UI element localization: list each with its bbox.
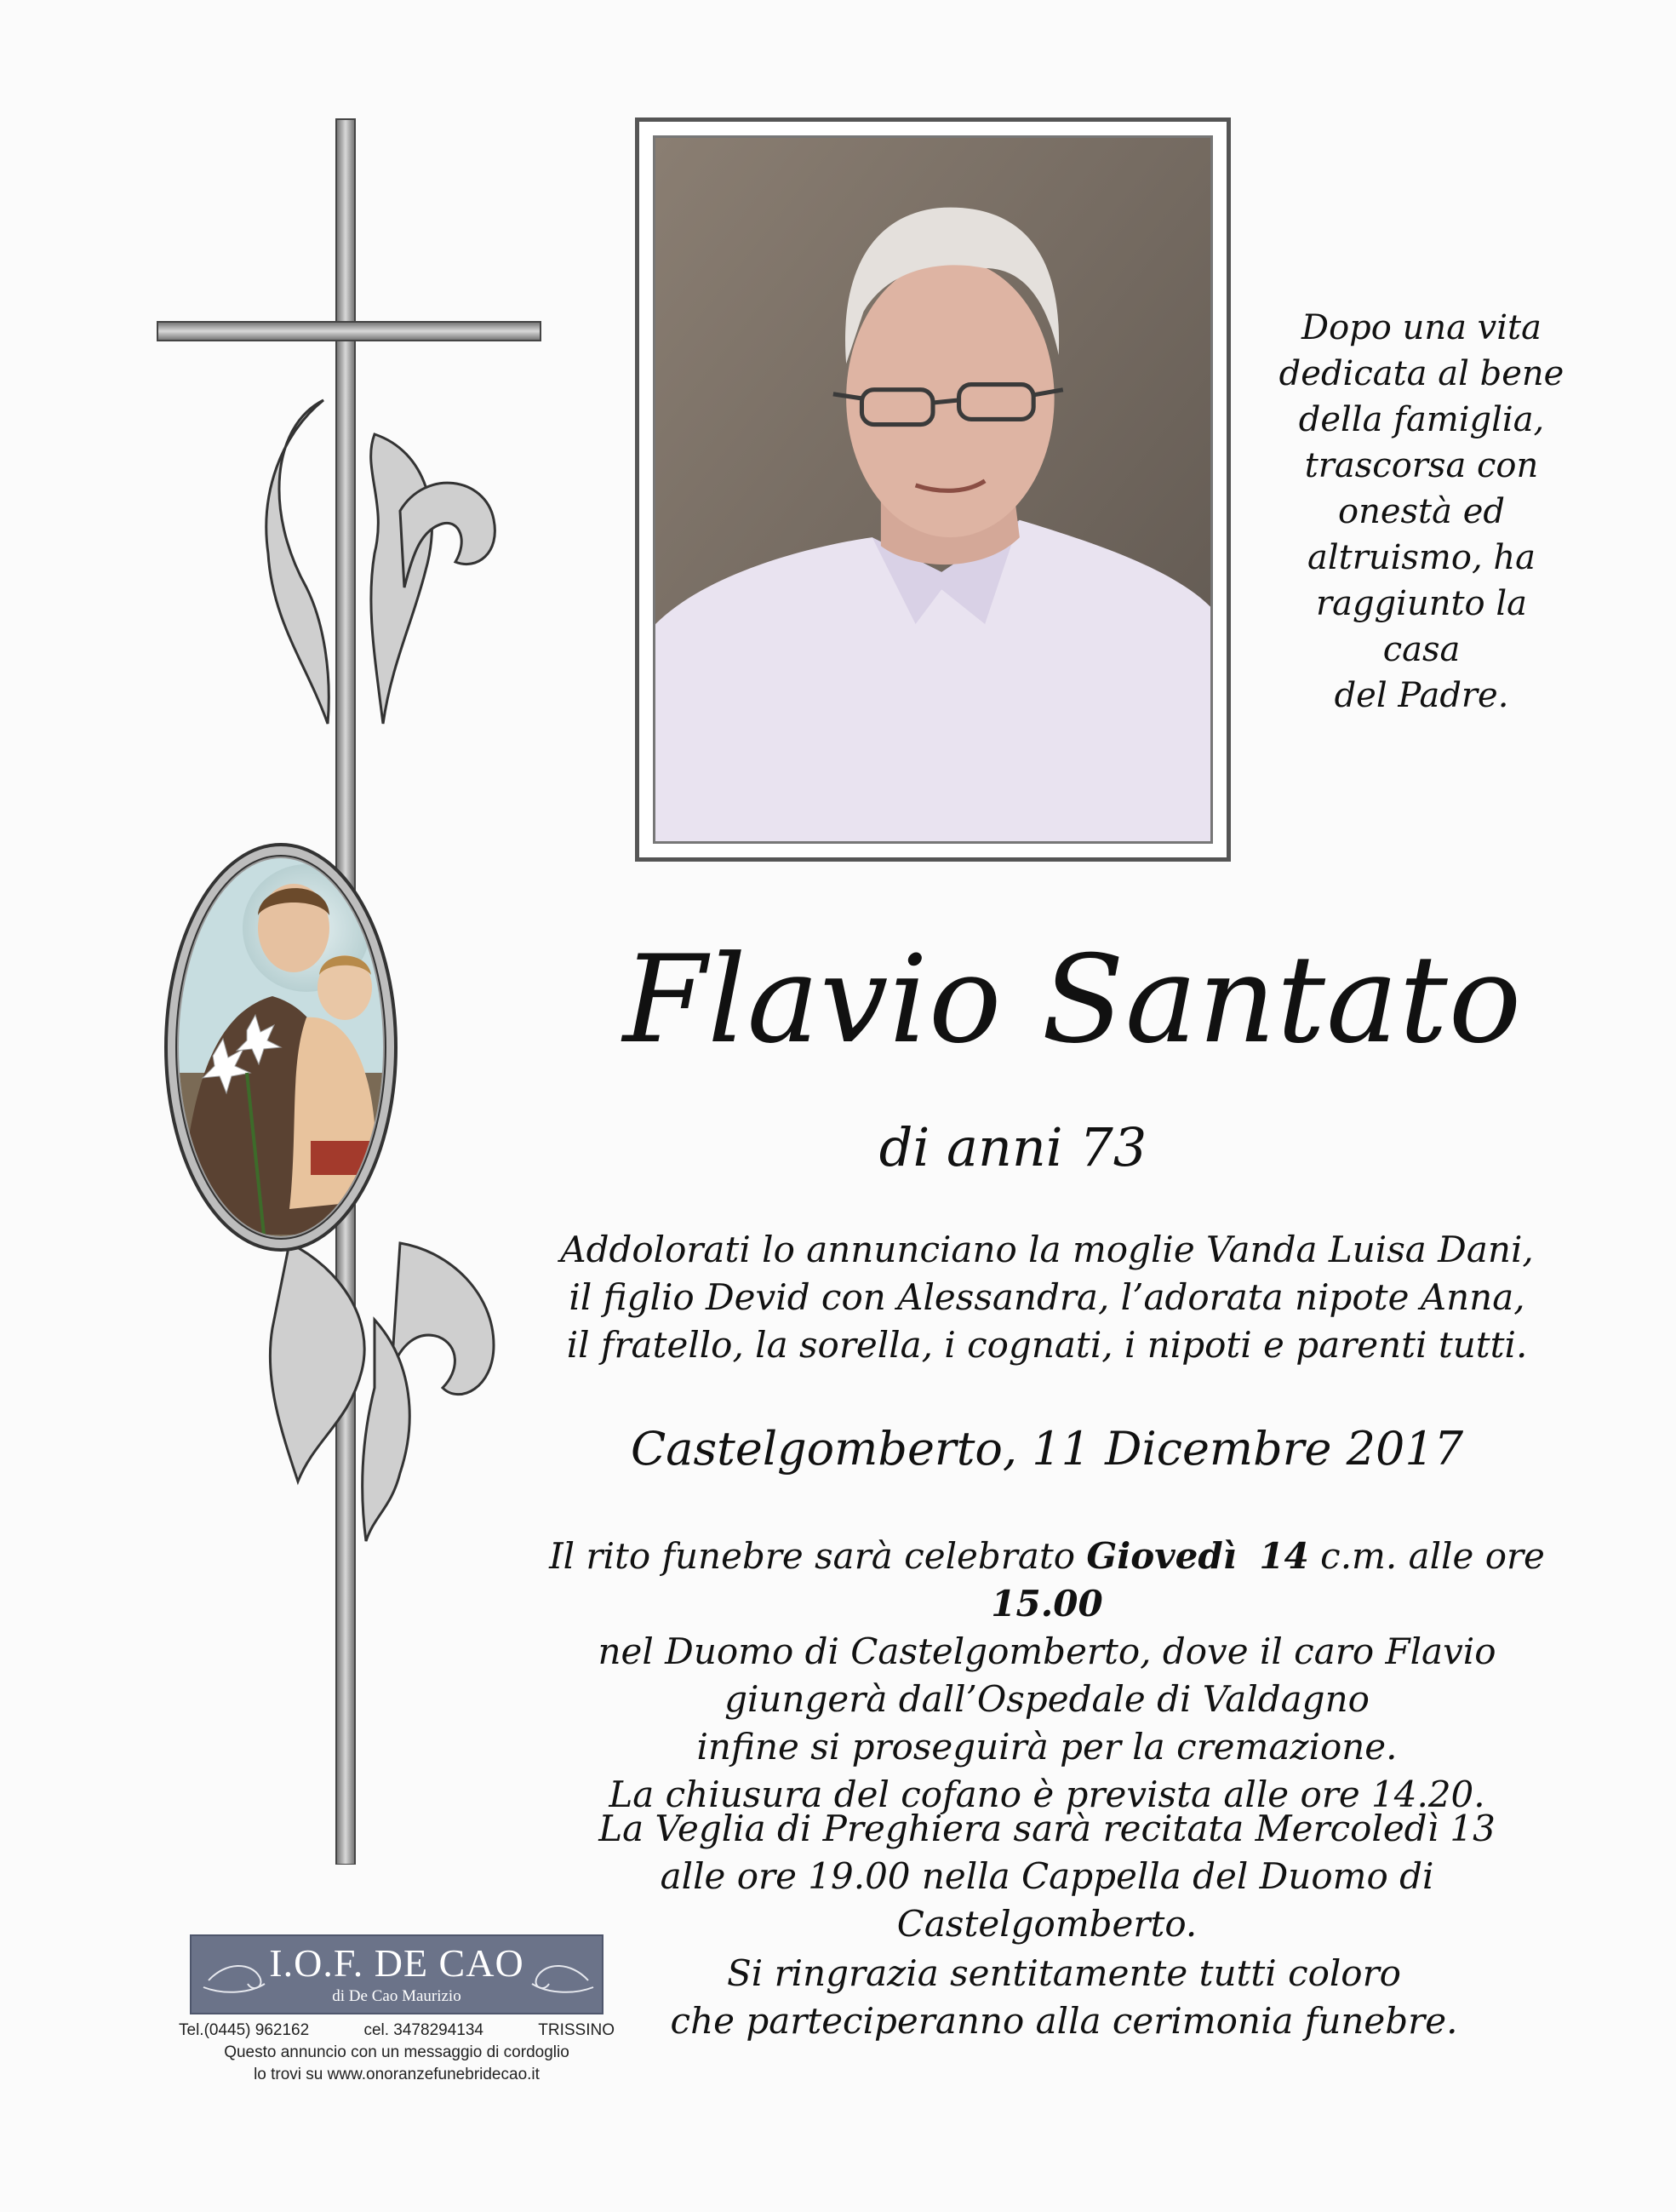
deceased-name: Flavio Santato bbox=[622, 930, 1523, 1070]
funeral-sep bbox=[1237, 1535, 1260, 1577]
funeral-line: infine si proseguirà per la cremazione. bbox=[696, 1726, 1398, 1768]
side-quote-line: raggiunto la casa bbox=[1315, 584, 1527, 669]
announcement-line: il fratello, la sorella, i cognati, i nipoti e parenti tutti. bbox=[566, 1324, 1528, 1366]
agency-tel: Tel.(0445) 962162 bbox=[179, 2021, 310, 2039]
side-quote-line: trascorsa con bbox=[1304, 446, 1539, 485]
thanks-message bbox=[596, 1950, 1532, 2045]
side-quote-line: del Padre. bbox=[1334, 676, 1509, 715]
funeral-line bbox=[511, 1533, 1583, 1628]
cross-ornament bbox=[119, 111, 562, 1865]
agency-logo bbox=[190, 1934, 603, 2014]
agency-note: lo trovi su www.onoranzefunebridecao.it bbox=[254, 2066, 540, 2083]
vigil-line: La Veglia di Preghiera sarà recitata Mercoledì 13 bbox=[598, 1808, 1496, 1849]
agency-note: Questo annuncio con un messaggio di cordoglio bbox=[224, 2043, 569, 2061]
vigil-line: alle ore 19.00 nella Cappella del Duomo di Castelgomberto. bbox=[660, 1855, 1434, 1945]
agency-contact bbox=[179, 2020, 615, 2086]
announcement-line: Addolorati lo annunciano la moglie Vanda Luisa Dani, bbox=[560, 1229, 1534, 1270]
funeral-text: c.m. alle ore bbox=[1308, 1535, 1545, 1577]
agency-name: I.O.F. DE CAO bbox=[269, 1941, 524, 1985]
announcement bbox=[511, 1226, 1583, 1369]
funeral-date-number: 14 bbox=[1259, 1535, 1309, 1577]
side-quote-line: dedicata al bene bbox=[1278, 354, 1564, 393]
agency-cel: cel. 3478294134 bbox=[363, 2021, 483, 2039]
funeral-line: nel Duomo di Castelgomberto, dove il caro Flavio bbox=[598, 1630, 1496, 1672]
portrait-photo bbox=[653, 135, 1213, 844]
thanks-line: che parteciperanno alla cerimonia funebre. bbox=[670, 2000, 1458, 2042]
funeral-text: Il rito funebre sarà celebrato bbox=[549, 1535, 1087, 1577]
agency-phone-row bbox=[179, 2020, 615, 2042]
funeral-time: 15.00 bbox=[991, 1583, 1103, 1625]
funeral-details bbox=[511, 1533, 1583, 1819]
announcement-line: il figlio Devid con Alessandra, l’adorata nipote Anna, bbox=[569, 1276, 1525, 1318]
thanks-line: Si ringrazia sentitamente tutti coloro bbox=[727, 1952, 1401, 1994]
agency-subtitle: di De Cao Maurizio bbox=[332, 1987, 461, 2005]
deceased-age: di anni 73 bbox=[878, 1116, 1147, 1178]
side-quote-line: Dopo una vita bbox=[1301, 308, 1542, 347]
side-quote bbox=[1277, 305, 1566, 719]
funeral-line: La chiusura del cofano è prevista alle ore 14.20. bbox=[609, 1774, 1485, 1815]
place-date: Castelgomberto, 11 Dicembre 2017 bbox=[630, 1422, 1464, 1476]
portrait-frame bbox=[635, 117, 1231, 862]
funeral-day: Giovedì bbox=[1086, 1535, 1237, 1577]
agency-city: TRISSINO bbox=[538, 2021, 615, 2039]
vigil-details bbox=[511, 1805, 1583, 1948]
side-quote-line: onestà ed bbox=[1338, 492, 1505, 531]
side-quote-line: altruismo, ha bbox=[1307, 538, 1536, 577]
side-quote-line: della famiglia, bbox=[1298, 400, 1545, 439]
funeral-line: giungerà dall’Ospedale di Valdagno bbox=[724, 1678, 1370, 1720]
